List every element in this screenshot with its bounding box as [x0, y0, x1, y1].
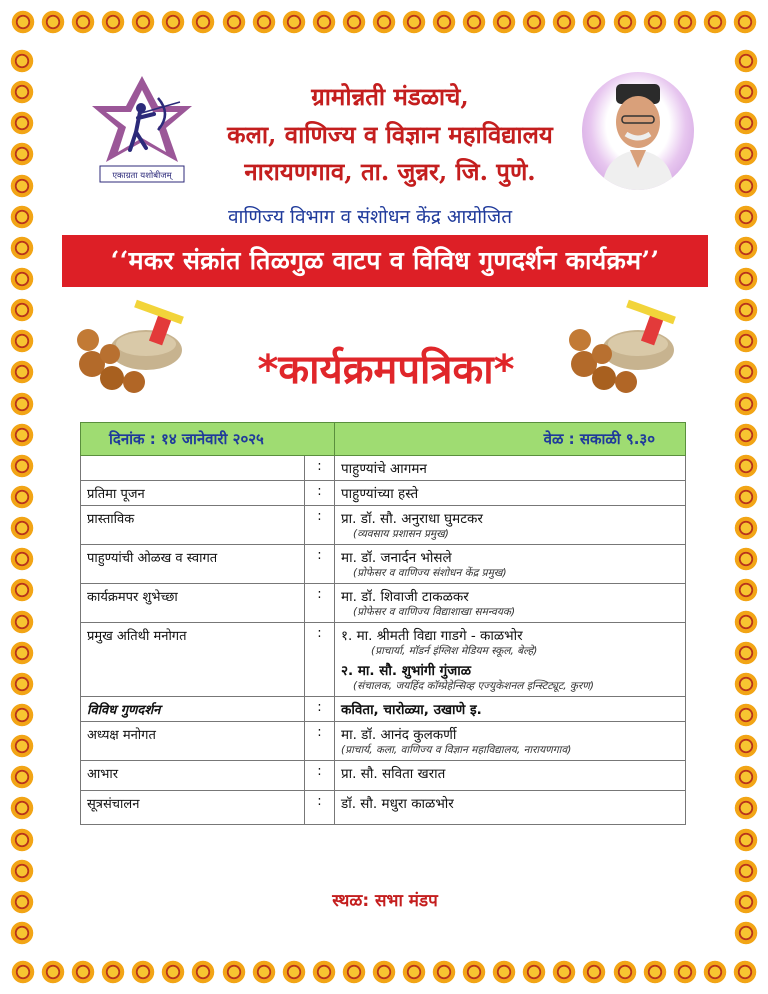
sun-ornament-icon [221, 9, 247, 35]
sun-ornament-icon [733, 173, 759, 199]
sun-ornament-icon [70, 959, 96, 985]
college-address: नारायणगाव, ता. जुन्नर, जि. पुणे. [244, 157, 536, 186]
sun-ornament-icon [733, 858, 759, 884]
sun-ornament-icon [733, 48, 759, 74]
sun-ornament-icon [311, 959, 337, 985]
event-date: दिनांक : १४ जानेवारी २०२५ [81, 423, 335, 456]
event-title-banner: ‘‘मकर संक्रांत तिळगुळ वाटप व विविध गुणदर्शन कार्यक्रम’’ [62, 235, 708, 287]
archer-star-logo [80, 72, 204, 184]
table-row: आभार : प्रा. सौ. सविता खरात [81, 761, 686, 791]
sun-ornament-icon [160, 959, 186, 985]
border-top [0, 0, 768, 44]
sun-ornament-icon [371, 9, 397, 35]
sun-ornament-icon [9, 422, 35, 448]
logo-motto: एकाग्रता यशोबीजम् [112, 171, 172, 181]
sun-ornament-icon [521, 9, 547, 35]
sun-ornament-icon [10, 959, 36, 985]
sun-ornament-icon [9, 827, 35, 853]
sun-ornament-icon [9, 733, 35, 759]
sun-ornament-icon [9, 48, 35, 74]
sun-ornament-icon [733, 453, 759, 479]
sun-ornament-icon [733, 827, 759, 853]
tilgul-food-image-right [556, 298, 706, 398]
sun-ornament-icon [581, 959, 607, 985]
table-row: : पाहुण्यांचे आगमन [81, 456, 686, 481]
sun-ornament-icon [9, 79, 35, 105]
founder-portrait [582, 72, 694, 190]
sun-ornament-icon [371, 959, 397, 985]
sun-ornament-icon [733, 204, 759, 230]
sun-ornament-icon [521, 959, 547, 985]
sun-ornament-icon [9, 328, 35, 354]
sun-ornament-icon [733, 920, 759, 946]
sun-ornament-icon [733, 733, 759, 759]
sun-ornament-icon [551, 959, 577, 985]
sun-ornament-icon [9, 359, 35, 385]
sun-ornament-icon [130, 9, 156, 35]
sun-ornament-icon [9, 297, 35, 323]
sun-ornament-icon [401, 9, 427, 35]
table-row: कार्यक्रमपर शुभेच्छा : मा. डॉ. शिवाजी टाकळकर (प्रोफेसर व वाणिज्य विद्याशाखा समन्वयक) [81, 584, 686, 623]
sun-ornament-icon [733, 422, 759, 448]
table-row: पाहुण्यांची ओळख व स्वागत : मा. डॉ. जनार्दन भोसले (प्रोफेसर व वाणिज्य संशोधन केंद्र प्रमुख) [81, 545, 686, 584]
sun-ornament-icon [732, 9, 758, 35]
sun-ornament-icon [733, 515, 759, 541]
event-time: वेळ : सकाळी ९.३० [335, 423, 686, 456]
sun-ornament-icon [40, 959, 66, 985]
border-left [0, 44, 44, 950]
sun-ornament-icon [100, 9, 126, 35]
sun-ornament-icon [251, 9, 277, 35]
sun-ornament-icon [431, 959, 457, 985]
sun-ornament-icon [733, 359, 759, 385]
sun-ornament-icon [9, 204, 35, 230]
sun-ornament-icon [733, 266, 759, 292]
sun-ornament-icon [733, 671, 759, 697]
sun-ornament-icon [311, 9, 337, 35]
sun-ornament-icon [251, 959, 277, 985]
sun-ornament-icon [341, 9, 367, 35]
programme-sheet-title: *कार्यक्रमपत्रिका* [257, 347, 515, 393]
org-name: ग्रामोन्नती मंडळाचे, [311, 82, 469, 111]
sun-ornament-icon [9, 515, 35, 541]
sun-ornament-icon [9, 453, 35, 479]
sun-ornament-icon [733, 297, 759, 323]
sun-ornament-icon [702, 959, 728, 985]
sun-ornament-icon [491, 959, 517, 985]
sun-ornament-icon [130, 959, 156, 985]
venue-line: स्थळ: सभा मंडप [332, 891, 438, 911]
sun-ornament-icon [9, 858, 35, 884]
tilgul-food-image-left [64, 298, 214, 398]
sun-ornament-icon [9, 391, 35, 417]
sun-ornament-icon [733, 110, 759, 136]
college-name: कला, वाणिज्य व विज्ञान महाविद्यालय [227, 120, 553, 149]
sun-ornament-icon [40, 9, 66, 35]
sun-ornament-icon [9, 609, 35, 635]
sun-ornament-icon [431, 9, 457, 35]
department-line: वाणिज्य विभाग व संशोधन केंद्र आयोजित [227, 206, 513, 228]
sun-ornament-icon [9, 173, 35, 199]
sun-ornament-icon [672, 959, 698, 985]
sun-ornament-icon [733, 609, 759, 635]
border-right [724, 44, 768, 950]
sun-ornament-icon [341, 959, 367, 985]
programme-table [80, 422, 686, 825]
sun-ornament-icon [733, 328, 759, 354]
sun-ornament-icon [100, 959, 126, 985]
sun-ornament-icon [9, 577, 35, 603]
sun-ornament-icon [70, 9, 96, 35]
sun-ornament-icon [733, 546, 759, 572]
sun-ornament-icon [733, 391, 759, 417]
sun-ornament-icon [642, 9, 668, 35]
sun-ornament-icon [9, 484, 35, 510]
sun-ornament-icon [281, 959, 307, 985]
sun-ornament-icon [10, 9, 36, 35]
sun-ornament-icon [9, 764, 35, 790]
sun-ornament-icon [733, 795, 759, 821]
sun-ornament-icon [9, 110, 35, 136]
sun-ornament-icon [461, 9, 487, 35]
sun-ornament-icon [281, 9, 307, 35]
border-bottom [0, 950, 768, 994]
sun-ornament-icon [702, 9, 728, 35]
date-time-row [81, 423, 686, 456]
table-row: सूत्रसंचालन : डॉ. सौ. मधुरा काळभोर [81, 791, 686, 825]
sun-ornament-icon [9, 920, 35, 946]
sun-ornament-icon [9, 889, 35, 915]
sun-ornament-icon [733, 235, 759, 261]
sun-ornament-icon [733, 484, 759, 510]
sun-ornament-icon [733, 79, 759, 105]
sun-ornament-icon [733, 141, 759, 167]
sun-ornament-icon [732, 959, 758, 985]
sun-ornament-icon [612, 959, 638, 985]
sun-ornament-icon [401, 959, 427, 985]
sun-ornament-icon [9, 640, 35, 666]
sun-ornament-icon [9, 266, 35, 292]
sun-ornament-icon [491, 9, 517, 35]
sun-ornament-icon [190, 959, 216, 985]
table-row: विविध गुणदर्शन : कविता, चारोळ्या, उखाणे इ. [81, 697, 686, 722]
sun-ornament-icon [461, 959, 487, 985]
sun-ornament-icon [9, 795, 35, 821]
sun-ornament-icon [9, 671, 35, 697]
sun-ornament-icon [672, 9, 698, 35]
sun-ornament-icon [9, 546, 35, 572]
sun-ornament-icon [9, 141, 35, 167]
table-row: प्रतिमा पूजन : पाहुण्यांच्या हस्ते [81, 481, 686, 506]
sun-ornament-icon [733, 889, 759, 915]
sun-ornament-icon [221, 959, 247, 985]
sun-ornament-icon [9, 235, 35, 261]
sun-ornament-icon [733, 764, 759, 790]
sun-ornament-icon [733, 577, 759, 603]
table-row: प्रमुख अतिथी मनोगत : १. मा. श्रीमती विद्या गाडगे - काळभोर (प्राचार्या, मॉडर्न इंग्लिश मेडियम स्कूल, बेल्हे) २. मा. सौ. शुभांगी गुंजाळ (संचालक, जयहिंद कॉम्प्रेहेन्सिव्ह एज्युकेशनल इन्स्टिट्यूट, कुरण) [81, 623, 686, 697]
sun-ornament-icon [733, 640, 759, 666]
sun-ornament-icon [160, 9, 186, 35]
sun-ornament-icon [733, 702, 759, 728]
sun-ornament-icon [190, 9, 216, 35]
sun-ornament-icon [642, 959, 668, 985]
sun-ornament-icon [581, 9, 607, 35]
sun-ornament-icon [612, 9, 638, 35]
sun-ornament-icon [551, 9, 577, 35]
table-row: प्रास्ताविक : प्रा. डॉ. सौ. अनुराधा घुमटकर (व्यवसाय प्रशासन प्रमुख) [81, 506, 686, 545]
table-row: अध्यक्ष मनोगत : मा. डॉ. आनंद कुलकर्णी (प्राचार्य, कला, वाणिज्य व विज्ञान महाविद्यालय, नारायणगाव) [81, 722, 686, 761]
sun-ornament-icon [9, 702, 35, 728]
